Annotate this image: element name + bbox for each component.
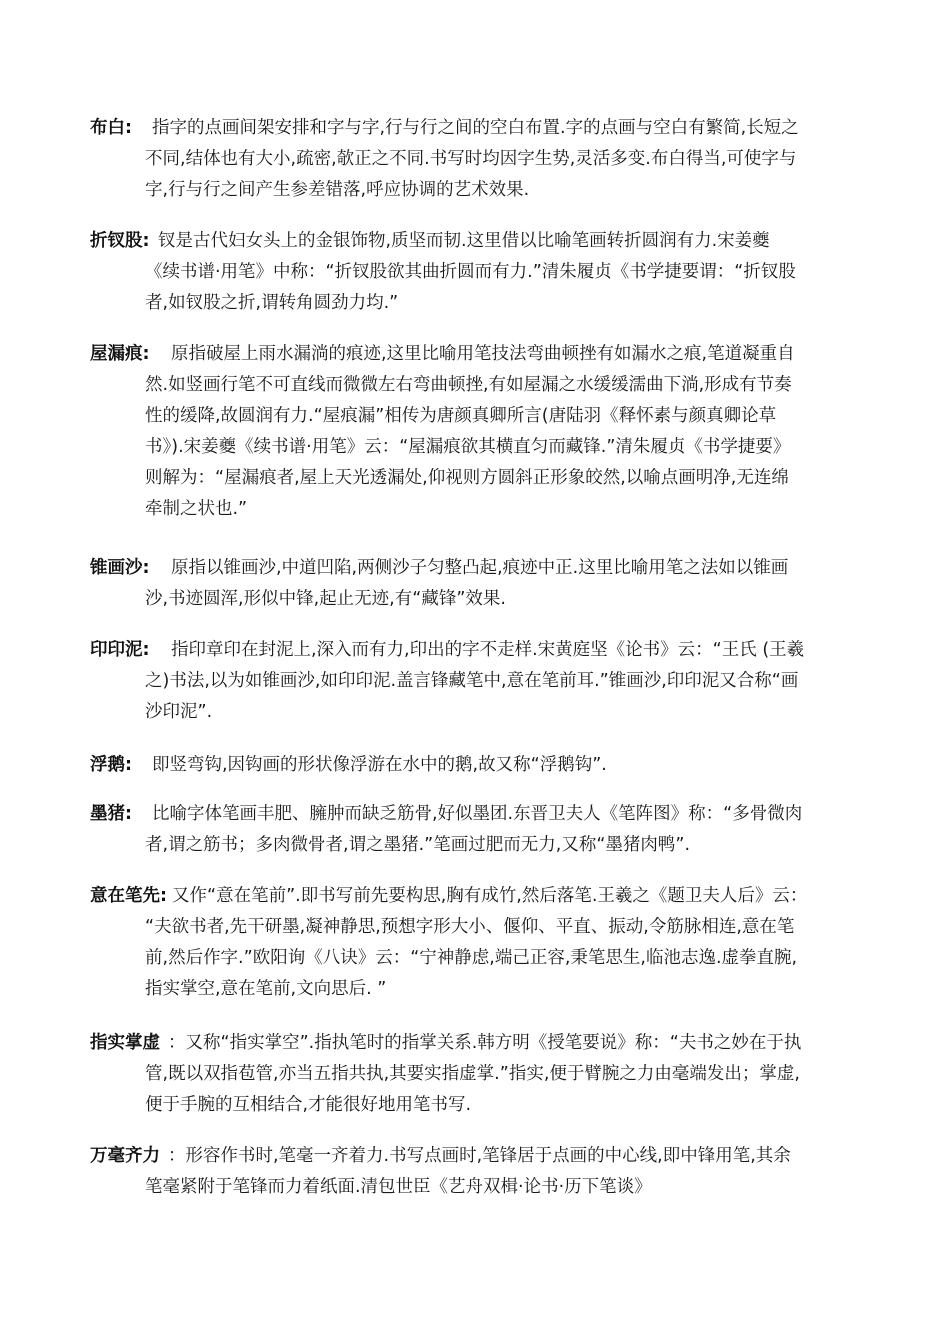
entry-line: 字,行与行之间产生参差错落,呼应协调的艺术效果.	[145, 180, 530, 200]
entry-term: 布白:	[90, 118, 132, 138]
entry-line: 之)书法,以为如锥画沙,如印印泥.盖言锋藏笔中,意在笔前耳.”锥画沙,印印泥又合称“画	[145, 671, 799, 691]
entry-line: 比喻字体笔画丰肥、臃肿而缺乏筋骨,好似墨团.东晋卫夫人《笔阵图》称：“多骨微肉	[152, 804, 803, 824]
entry-fue	[90, 750, 865, 781]
entry-yizaibixian	[90, 881, 865, 1005]
entry-line: 笔毫紧附于笔锋而力着纸面.清包世臣《艺舟双楫·论书·历下笔谈》	[145, 1177, 652, 1197]
entry-term: 指实掌虚	[90, 1033, 160, 1053]
entry-line: 《续书谱·用笔》中称：“折钗股欲其曲折圆而有力.”清朱履贞《书学捷要谓：“折钗股	[145, 262, 796, 282]
entry-line: 原指破屋上雨水漏淌的痕迹,这里比喻用笔技法弯曲顿挫有如漏水之痕,笔道凝重自	[171, 344, 795, 364]
entry-line: ：形容作书时,笔毫一齐着力.书写点画时,笔锋居于点画的中心线,即中锋用笔,其余	[168, 1146, 791, 1166]
entry-line: 又作“意在笔前”.即书写前先要构思,胸有成竹,然后落笔.王羲之《题卫夫人后》云：	[172, 886, 808, 906]
entry-line: 原指以锥画沙,中道凹陷,两侧沙子匀整凸起,痕迹中正.这里比喻用笔之法如以锥画	[171, 558, 789, 578]
entry-bubai	[90, 113, 865, 206]
entry-line: 沙印泥”.	[145, 702, 213, 722]
entry-line: 便于手腕的互相结合,才能很好地用笔书写.	[145, 1095, 472, 1115]
entry-line: “夫欲书者,先干研墨,凝神静思,预想字形大小、偃仰、平直、振动,令筋脉相连,意在笔	[145, 917, 795, 937]
entry-line: 性的缓降,故圆润有力.“屋痕漏”相传为唐颜真卿所言(唐陆羽《释怀素与颜真卿论草	[145, 406, 777, 426]
entry-line: 钗是古代妇女头上的金银饰物,质坚而韧.这里借以比喻笔画转折圆润有力.宋姜夔	[158, 231, 770, 251]
entry-line: 则解为：“屋漏痕者,屋上天光透漏处,仰视则方圆斜正形象皎然,以喻点画明净,无连绵	[145, 468, 789, 488]
entry-line: 然.如竖画行笔不可直线而微微左右弯曲顿挫,有如屋漏之水缓缓濡曲下淌,形成有节奏	[145, 375, 792, 395]
entry-line: 指字的点画间架安排和字与字,行与行之间的空白布置.字的点画与空白有繁简,长短之	[152, 118, 799, 138]
entry-line: 管,既以双指苞管,亦当五指共执,其要实指虚掌.”指实,便于臂腕之力由毫端发出；掌虚,	[145, 1064, 800, 1084]
entry-zhuihuasha	[90, 553, 865, 615]
entry-line: ：又称“指实掌空”.指执笔时的指掌关系.韩方明《授笔要说》称：“夫书之妙在于执	[168, 1033, 802, 1053]
entry-line: 指实掌空,意在笔前,文向思后. ”	[145, 979, 387, 999]
entry-yinyinni	[90, 635, 865, 728]
entry-zhechaigu	[90, 226, 865, 319]
entry-term: 锥画沙:	[90, 558, 150, 578]
entry-line: 前,然后作字.”欧阳询《八诀》云：“宁神静虑,端己正容,秉笔思生,临池志逸.虚拳直腕,	[145, 948, 798, 968]
entry-term: 折钗股:	[90, 231, 150, 251]
entry-line: 书》).宋姜夔《续书谱·用笔》云：“屋漏痕欲其横直匀而藏锋.”清朱履贞《书学捷要》	[145, 437, 791, 457]
entry-term: 墨猪:	[90, 804, 132, 824]
entry-line: 不同,结体也有大小,疏密,欹正之不同.书写时均因字生势,灵活多变.布白得当,可使字与	[145, 149, 797, 169]
entry-line: 者,如钗股之折,谓转角圆劲力均.”	[145, 293, 399, 313]
entry-line: 指印章印在封泥上,深入而有力,印出的字不走样.宋黄庭坚《论书》云：“王氏 (王羲	[171, 640, 805, 660]
entry-line: 即竖弯钩,因钩画的形状像浮游在水中的鹅,故又称“浮鹅钩”.	[152, 755, 607, 775]
entry-zhishizhangxu	[90, 1028, 865, 1121]
entry-line: 牵制之状也.”	[145, 499, 248, 519]
entry-wulouhen	[90, 339, 865, 525]
entry-term: 意在笔先:	[90, 886, 167, 906]
entry-line: 沙,书迹圆浑,形似中锋,起止无迹,有“藏锋”效果.	[145, 589, 506, 609]
entry-mozhu	[90, 799, 865, 861]
entry-wanhaoqili	[90, 1141, 865, 1203]
entry-term: 屋漏痕:	[90, 344, 150, 364]
entry-line: 者,谓之筋书；多肉微骨者,谓之墨猪.”笔画过肥而无力,又称“墨猪肉鸭”.	[145, 835, 691, 855]
entry-term: 浮鹅:	[90, 755, 132, 775]
entry-term: 印印泥:	[90, 640, 150, 660]
entry-term: 万毫齐力	[90, 1146, 160, 1166]
